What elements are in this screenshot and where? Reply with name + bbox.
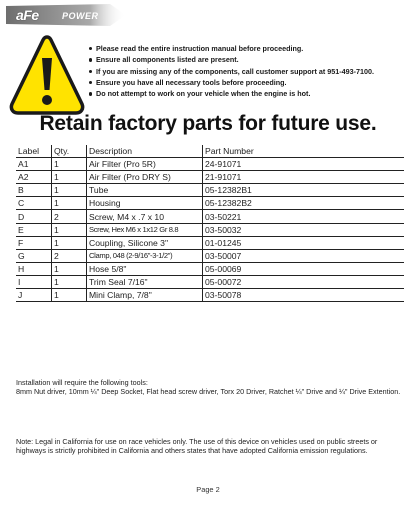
logo-tagline: POWER <box>62 11 99 21</box>
table-row <box>16 275 404 288</box>
cell-label: E <box>16 223 52 236</box>
header-part-number: Part Number <box>203 145 405 158</box>
cell-label: I <box>16 275 52 288</box>
cell-qty: 1 <box>52 184 87 197</box>
page-number: Page 2 <box>196 485 220 494</box>
table-row <box>16 158 404 171</box>
cell-qty: 1 <box>52 275 87 288</box>
cell-qty: 1 <box>52 236 87 249</box>
tools-intro: Installation will require the following tools: <box>16 378 148 387</box>
table-row <box>16 262 404 275</box>
warning-item: Ensure all components listed are present. <box>89 54 413 65</box>
cell-description: Screw, Hex M6 x 1x12 Gr 8.8 <box>87 223 203 236</box>
warning-item: Please read the entire instruction manual before proceeding. <box>89 43 413 54</box>
cell-part-number: 05-00069 <box>203 262 405 275</box>
cell-label: D <box>16 210 52 223</box>
cell-description: Trim Seal 7/16" <box>87 275 203 288</box>
afe-power-logo <box>6 4 126 26</box>
cell-part-number: 21-91071 <box>203 171 405 184</box>
table-row <box>16 289 404 302</box>
cell-part-number: 03-50221 <box>203 210 405 223</box>
warning-exclamation-icon <box>9 34 85 118</box>
cell-description: Air Filter (Pro DRY S) <box>87 171 203 184</box>
table-row <box>16 171 404 184</box>
table-header-row <box>16 145 404 158</box>
cell-part-number: 03-50032 <box>203 223 405 236</box>
logo-brand: aFe <box>16 7 39 23</box>
table-row <box>16 184 404 197</box>
cell-qty: 2 <box>52 210 87 223</box>
warning-item: If you are missing any of the components, call customer support at 951-493-7100. <box>89 66 413 77</box>
cell-part-number: 05-00072 <box>203 275 405 288</box>
cell-description: Coupling, Silicone 3" <box>87 236 203 249</box>
header-description: Description <box>87 145 203 158</box>
header-qty: Qty. <box>52 145 87 158</box>
tools-list: 8mm Nut driver, 10mm ¼" Deep Socket, Flat head screw driver, Torx 20 Driver, Ratchet ¼" Drive and ¼" Drive Extention. <box>16 387 401 397</box>
cell-label: H <box>16 262 52 275</box>
table-row <box>16 236 404 249</box>
warning-item: Do not attempt to work on your vehicle when the engine is hot. <box>89 88 413 99</box>
cell-qty: 1 <box>52 197 87 210</box>
cell-label: B <box>16 184 52 197</box>
cell-qty: 1 <box>52 262 87 275</box>
cell-qty: 1 <box>52 289 87 302</box>
cell-description: Air Filter (Pro 5R) <box>87 158 203 171</box>
legal-note: Note: Legal in California for use on race vehicles only. The use of this device on vehicles used on public streets or highways is strictly prohibited in California and others states that have adopted California emission regulations. <box>16 437 378 456</box>
cell-description: Housing <box>87 197 203 210</box>
cell-description: Tube <box>87 184 203 197</box>
cell-label: C <box>16 197 52 210</box>
warning-list <box>89 43 413 99</box>
cell-qty: 1 <box>52 158 87 171</box>
table-row <box>16 249 404 262</box>
cell-qty: 2 <box>52 249 87 262</box>
parts-table <box>16 145 404 302</box>
tools-section <box>16 378 408 397</box>
table-row <box>16 223 404 236</box>
cell-label: J <box>16 289 52 302</box>
cell-part-number: 03-50078 <box>203 289 405 302</box>
cell-qty: 1 <box>52 171 87 184</box>
cell-description: Clamp, 048 (2-9/16"-3-1/2") <box>87 249 203 262</box>
cell-label: A1 <box>16 158 52 171</box>
cell-label: G <box>16 249 52 262</box>
cell-description: Hose 5/8" <box>87 262 203 275</box>
table-row <box>16 197 404 210</box>
cell-description: Mini Clamp, 7/8" <box>87 289 203 302</box>
cell-part-number: 01-01245 <box>203 236 405 249</box>
cell-label: F <box>16 236 52 249</box>
cell-description: Screw, M4 x .7 x 10 <box>87 210 203 223</box>
cell-label: A2 <box>16 171 52 184</box>
page-headline: Retain factory parts for future use. <box>39 112 377 135</box>
warning-item: Ensure you have all necessary tools before proceeding. <box>89 77 413 88</box>
cell-part-number: 24-91071 <box>203 158 405 171</box>
header-label: Label <box>16 145 52 158</box>
table-row <box>16 210 404 223</box>
cell-qty: 1 <box>52 223 87 236</box>
cell-part-number: 03-50007 <box>203 249 405 262</box>
cell-part-number: 05-12382B1 <box>203 184 405 197</box>
cell-part-number: 05-12382B2 <box>203 197 405 210</box>
